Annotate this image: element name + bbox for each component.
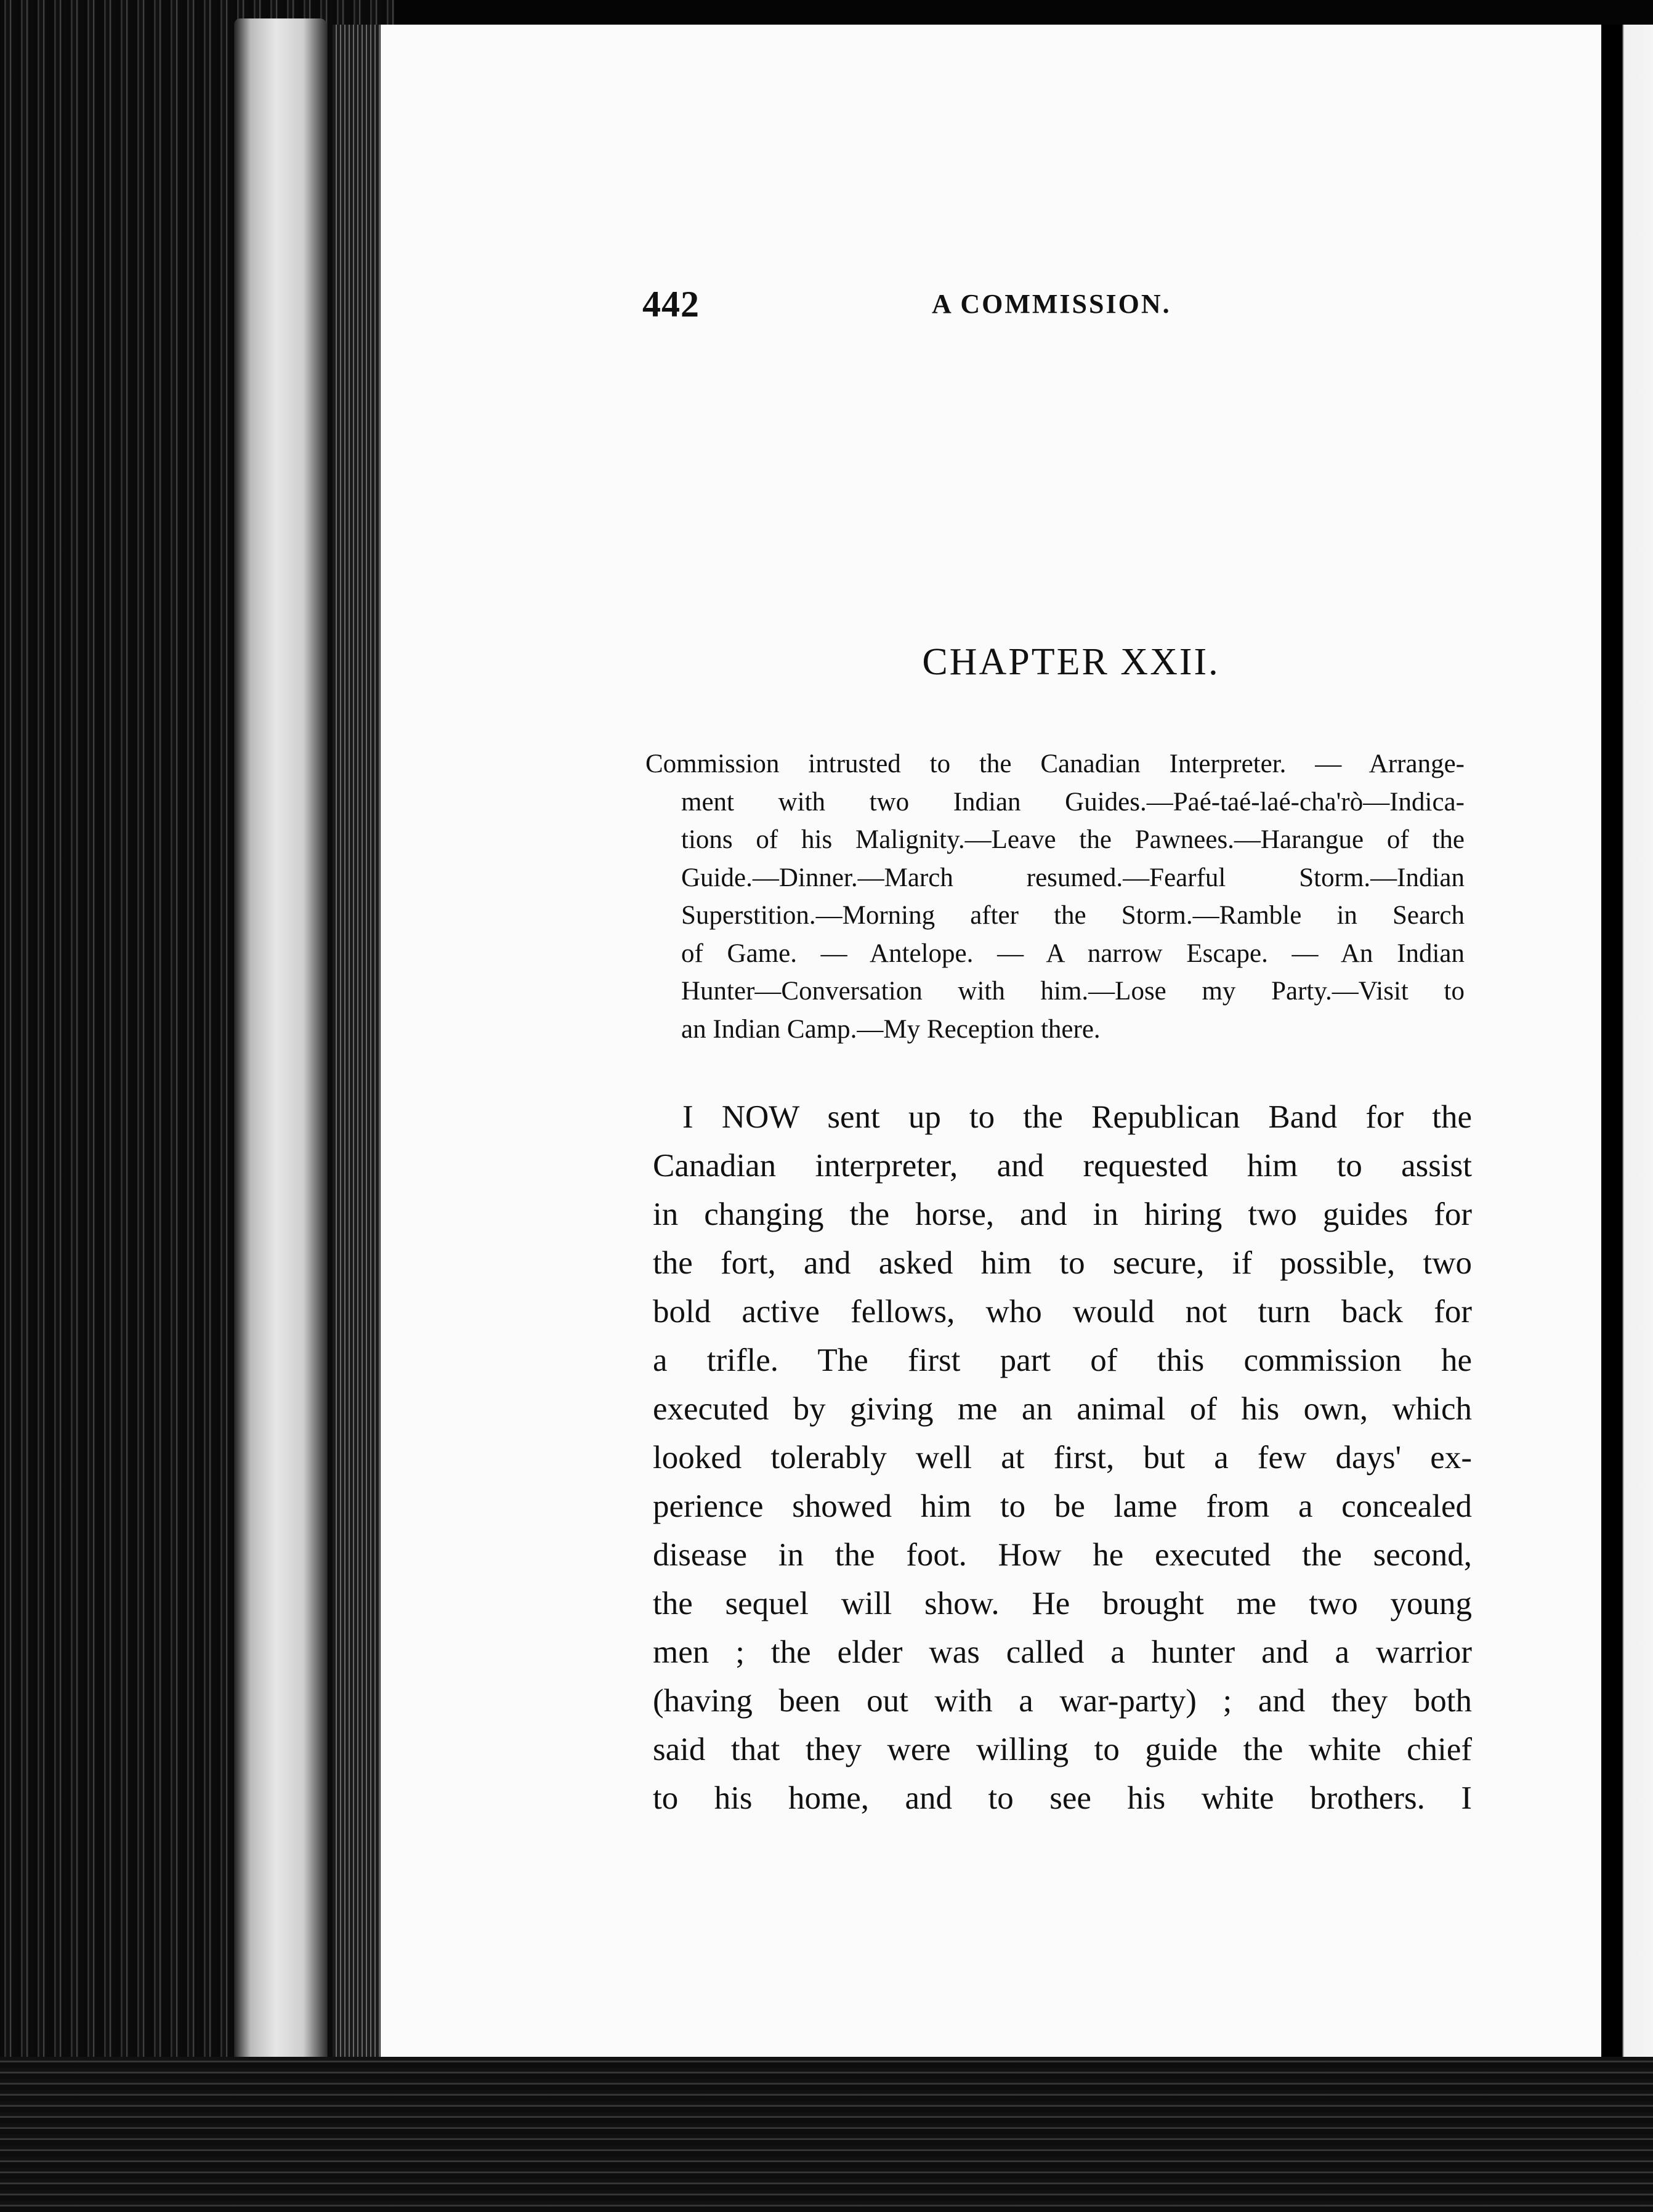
body-line: to his home, and to see his white brothers. I [653, 1780, 1472, 1816]
body-line: perience showed him to be lame from a concealed [653, 1488, 1472, 1524]
summary-line: an Indian Camp.—My Reception there. [681, 1014, 1101, 1044]
summary-line: tions of his Malignity.—Leave the Pawnees.—Harangue of the [681, 825, 1465, 854]
body-line: the sequel will show. He brought me two young [653, 1586, 1472, 1621]
summary-line: Guide.—Dinner.—March resumed.—Fearful Storm.—Indian [681, 863, 1465, 892]
body-line: the fort, and asked him to secure, if possible, two [653, 1245, 1472, 1281]
body-line: disease in the foot. How he executed the second, [653, 1537, 1472, 1573]
page-number: 442 [642, 284, 700, 325]
book-bottom-edge [0, 2057, 1653, 2212]
summary-line: of Game. — Antelope. — A narrow Escape. — An Indian [681, 938, 1465, 968]
body-line: said that they were willing to guide the white chief [653, 1732, 1472, 1767]
book-page-stack [333, 25, 382, 2057]
body-line: Canadian interpreter, and requested him to assist [653, 1148, 1472, 1184]
body-line: I NOW sent up to the Republican Band for the [682, 1099, 1472, 1135]
body-line: (having been out with a war-party) ; and they both [653, 1683, 1472, 1719]
body-text [653, 1093, 1472, 1823]
body-line: in changing the horse, and in hiring two guides for [653, 1197, 1472, 1232]
summary-line: ment with two Indian Guides.—Paé-taé-laé-cha'rò—Indica- [681, 787, 1465, 817]
chapter-summary [645, 745, 1653, 1048]
summary-line: Commission intrusted to the Canadian Interpreter. — Arrange- [645, 749, 1465, 778]
running-title: A COMMISSION. [932, 289, 1171, 319]
running-head [381, 283, 1601, 339]
summary-line: Hunter—Conversation with him.—Lose my Party.—Visit to [681, 977, 1465, 1006]
body-line: looked tolerably well at first, but a few days' ex- [653, 1440, 1472, 1475]
body-line: a trifle. The first part of this commission he [653, 1342, 1472, 1378]
body-line: bold active fellows, who would not turn back for [653, 1294, 1472, 1330]
summary-line: Superstition.—Morning after the Storm.—Ramble in Search [681, 901, 1465, 930]
chapter-title: CHAPTER XXII. [922, 641, 1220, 683]
body-line: men ; the elder was called a hunter and a warrior [653, 1634, 1472, 1670]
book-page-block [234, 18, 326, 2063]
body-line: executed by giving me an animal of his own, which [653, 1391, 1472, 1427]
book-page [381, 25, 1601, 2057]
